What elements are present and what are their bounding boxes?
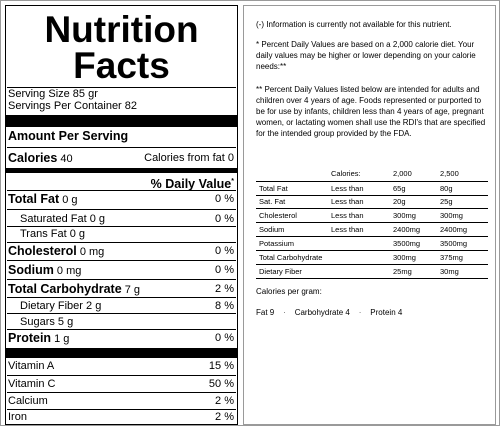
divider: [7, 279, 236, 280]
daily-value-notes: [243, 5, 496, 425]
table-divider: [256, 250, 488, 251]
table-divider: [256, 264, 488, 265]
divider: [7, 409, 236, 410]
table-row: Sat. Fat Less than 20g 25g: [259, 197, 453, 206]
table-divider: [256, 208, 488, 209]
table-divider: [256, 278, 488, 279]
divider: [7, 242, 236, 243]
divider: [7, 392, 236, 393]
divider: [7, 329, 236, 330]
calories-per-gram-heading: Calories per gram:: [256, 287, 322, 296]
label-title-line2: Facts: [73, 45, 170, 86]
table-row: Sodium Less than 2400mg 2400mg: [259, 225, 468, 234]
rdi-note: ** Percent Daily Values listed below are intended for adults and children over 4 years of age. Foods represented or purported to be for use by infants, children less than 4 years of age, pregnant women, or lactating women shall use the RDI's that are specified for the intended group provided by the FDA.: [256, 85, 486, 138]
table-divider: [256, 236, 488, 237]
nutrition-facts-label: Nutrition Facts Serving Size 85 gr Servings Per Container 82 Amount Per Serving Calories 40 Calories from fat 0 % Daily Value* Total Fat 0 g 0 % Saturated Fat 0 g 0 % Trans Fat 0 g Cholesterol 0 mg 0 % Sodium 0 mg 0 % Total Carbohydrate 7 g 2 % Dietary Fiber 2 g 8 % Sugars 5 g Protein 1 g 0 % Vitamin A 15 % Vitamin C 50 % Calcium 2 % Iron 2 %: [5, 5, 238, 425]
calories-value: 40: [60, 153, 73, 165]
label-title-line1: Nutrition: [44, 9, 199, 50]
table-row: Total Fat Less than 65g 80g: [259, 184, 453, 193]
table-header: Calories: 2,000 2,500: [331, 169, 459, 178]
table-divider: [256, 222, 488, 223]
calories-from-fat: Calories from fat 0: [144, 152, 234, 164]
calories-label: Calories: [8, 151, 58, 165]
divider: [7, 190, 236, 191]
table-divider: [256, 181, 488, 182]
divider: [7, 209, 236, 210]
table-row: Cholesterol Less than 300mg 300mg: [259, 211, 463, 220]
divider: [7, 313, 236, 314]
thick-divider: [6, 348, 237, 358]
table-row: Potassium 3500mg 3500mg: [259, 239, 468, 248]
percent-dv-note: * Percent Daily Values are based on a 2,000 calorie diet. Your daily values may be higher or lower depending on your calorie needs:**: [256, 40, 476, 71]
thick-divider: [6, 115, 237, 127]
divider: [7, 375, 236, 376]
calories-per-gram-values: Fat 9 · Carbohydrate 4 · Protein 4: [256, 308, 403, 317]
unavailable-note: (-) Information is currently not available for this nutrient.: [256, 20, 452, 29]
medium-divider: [6, 168, 237, 173]
table-row: Dietary Fiber 25mg 30mg: [259, 267, 459, 276]
divider: [7, 297, 236, 298]
table-row: Total Carbohydrate 300mg 375mg: [259, 253, 463, 262]
divider: [7, 147, 236, 148]
divider: [7, 260, 236, 261]
